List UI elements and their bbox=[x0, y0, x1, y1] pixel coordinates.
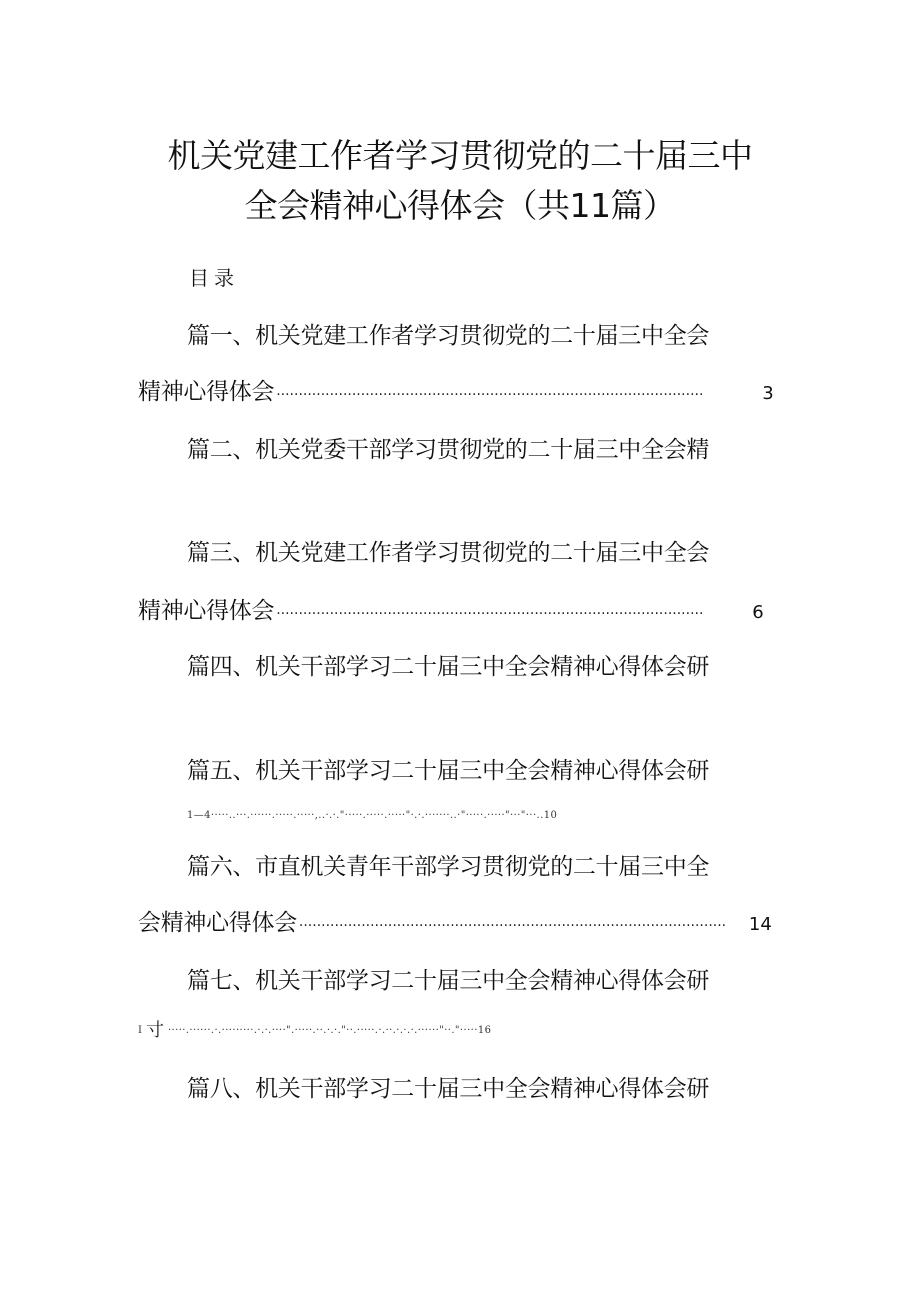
toc-entry-6-page: 14 bbox=[748, 914, 772, 935]
document-title-line-2: 全会精神心得体会（共11篇） bbox=[244, 186, 676, 225]
toc-entry-3-title[interactable]: 篇三、机关党建工作者学习贯彻党的二十届三中全会 bbox=[187, 540, 710, 566]
toc-heading: 目录 bbox=[189, 266, 239, 290]
toc-entry-2-title[interactable]: 篇二、机关党委干部学习贯彻党的二十届三中全会精 bbox=[187, 437, 710, 463]
garbled-prefix: I bbox=[138, 1025, 143, 1036]
toc-entry-5-garbled-leader[interactable]: 1—4·····..···.······.·····.·····,..·.·."·····.·····.·····"·.·.·······..·"·····.·····"···"···..10 bbox=[187, 810, 558, 821]
dot-leader: ································································································ bbox=[276, 606, 704, 622]
garbled-char: 寸 bbox=[145, 1020, 165, 1041]
dot-leader: ································································································ bbox=[276, 387, 704, 403]
toc-entry-4-title[interactable]: 篇四、机关干部学习二十届三中全会精神心得体会研 bbox=[187, 654, 710, 680]
toc-entry-3-page: 6 bbox=[752, 602, 764, 623]
toc-entry-5-title[interactable]: 篇五、机关干部学习二十届三中全会精神心得体会研 bbox=[187, 758, 710, 784]
toc-entry-7-title[interactable]: 篇七、机关干部学习二十届三中全会精神心得体会研 bbox=[187, 968, 710, 994]
document-title-line-1: 机关党建工作者学习贯彻党的二十届三中 bbox=[167, 136, 753, 175]
toc-entry-6-leader[interactable] bbox=[138, 908, 778, 940]
dot-leader: ································································································ bbox=[298, 918, 727, 934]
toc-entry-6-title-cont: 会精神心得体会 bbox=[138, 910, 297, 936]
toc-entry-7-garbled-leader[interactable] bbox=[138, 1020, 492, 1041]
toc-entry-3-leader[interactable] bbox=[138, 596, 768, 628]
toc-entry-6-title[interactable]: 篇六、市直机关青年干部学习贯彻党的二十届三中全 bbox=[187, 854, 710, 880]
toc-entry-3-title-cont: 精神心得体会 bbox=[138, 598, 275, 624]
toc-entry-1-title[interactable]: 篇一、机关党建工作者学习贯彻党的二十届三中全会 bbox=[187, 323, 710, 349]
toc-entry-1-page: 3 bbox=[762, 383, 774, 404]
toc-entry-8-title[interactable]: 篇八、机关干部学习二十届三中全会精神心得体会研 bbox=[187, 1076, 710, 1102]
garbled-dots: ·····.······.·.·········.·.·.····".·····.··.·.·."··.·····.·.··.·.·.·.······"··."·····16 bbox=[167, 1025, 492, 1036]
toc-entry-1-leader[interactable] bbox=[138, 377, 778, 409]
toc-entry-1-title-cont: 精神心得体会 bbox=[138, 379, 275, 405]
